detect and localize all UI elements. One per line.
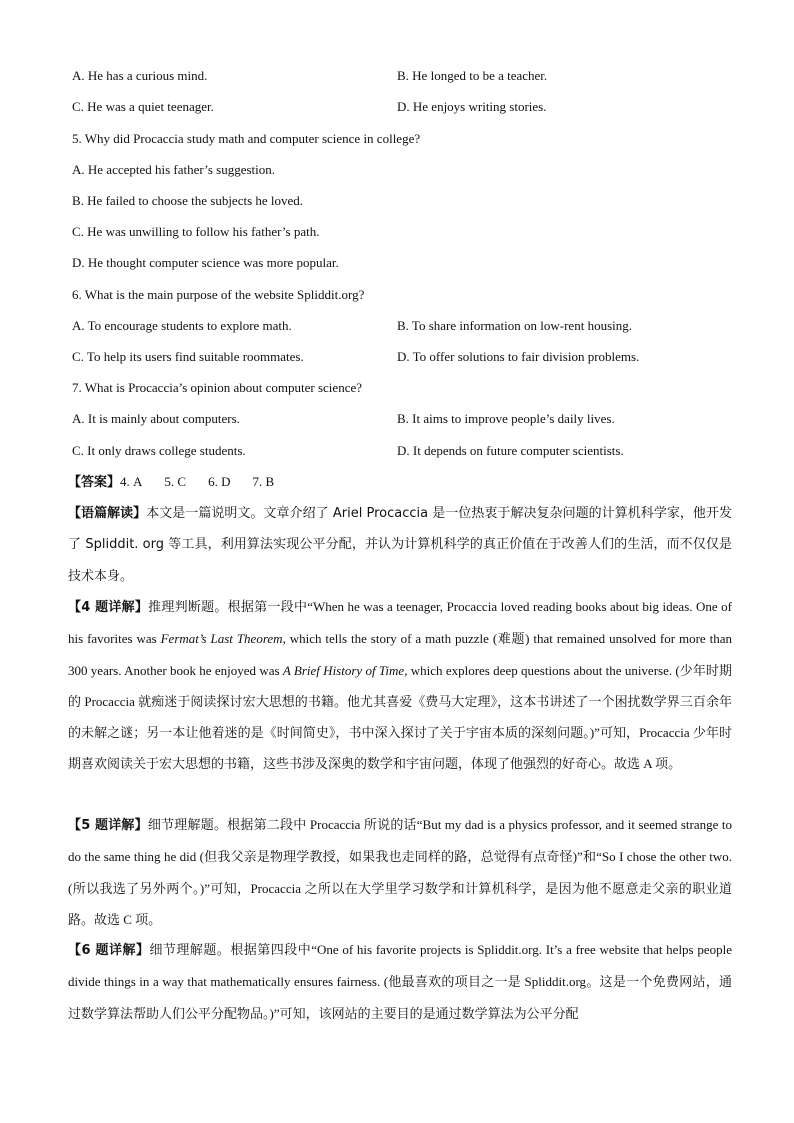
detail-q6-label: 【6 题详解】 — [68, 943, 150, 958]
q5-question: 5. Why did Procaccia study math and computer science in college? — [72, 131, 421, 146]
detail-q4-paragraph — [68, 591, 732, 780]
q7-option-d: D. It depends on future computer scientists. — [397, 443, 624, 458]
detail-q6-text: 细节理解题。根据第四段中“One of his favorite projects is Spliddit.org. It’s a free website that helps people divide things in a way that mathematically ensures fairness. (他最喜欢的项目之一是 Spliddit.org。这是一个免费网站，通过数学算法帮助人们公平分配物品。)”可知，该网站的主要目的是通过数学算法为公平分配 — [68, 942, 732, 1021]
answer-label: 【答案】 — [68, 475, 121, 490]
detail-q4-text-2: , which tells the story of a math puzzle (难题) that remained unsolved for more than 300 years. Another book he enjoyed was — [68, 631, 732, 678]
answer-item: 5. C — [164, 474, 187, 489]
q5-option-a: A. He accepted his father’s suggestion. — [72, 162, 276, 177]
summary-text: 本文是一篇说明文。文章介绍了 Ariel Procaccia 是一位热衷于解决复杂问题的计算机科学家，他开发了 Spliddit. org 等工具，利用算法实现公平分配，并认为计算机科学的真正价值在于改善人们的生活，而不仅仅是技术本身。 — [68, 506, 732, 584]
q5-option-d: D. He thought computer science was more popular. — [72, 255, 339, 270]
q7-question: 7. What is Procaccia’s opinion about computer science? — [72, 380, 362, 395]
detail-q5-label: 【5 题详解】 — [68, 818, 148, 833]
summary-label: 【语篇解读】 — [68, 506, 147, 521]
q7-option-a: A. It is mainly about computers. — [72, 411, 240, 426]
detail-q5-text: 细节理解题。根据第二段中 Procaccia 所说的话“But my dad is a physics professor, and it seemed strange to do the same thing he did (但我父亲是物理学教授，如果我也走同样的路，总觉得有点奇怪)”和“So I chose the other two. (所以我选了另外两个。)”可知，Procaccia 之所以在大学里学习数学和计算机科学，是因为他不愿意走父亲的职业道路。故选 C 项。 — [68, 817, 732, 927]
q4-option-a: A. He has a curious mind. — [72, 68, 208, 83]
answer-item: 4. A — [120, 474, 143, 489]
detail-q4-text-3: , which explores deep questions about the universe. (少年时期的 Procaccia 就痴迷于阅读探讨宏大思想的书籍。他尤其喜爱《费马大定理》，这本书讲述了一个困扰数学界三百余年的未解之谜；另一本让他着迷的是《时间简史》，书中深入探讨了关于宇宙本质的深刻问题。)”可知，Procaccia 少年时期喜欢阅读关于宏大思想的书籍，这些书涉及深奥的数学和宇宙问题，体现了他强烈的好奇心。故选 A 项。 — [68, 662, 732, 772]
q7-option-c: C. It only draws college students. — [72, 443, 246, 458]
summary-paragraph — [68, 498, 732, 592]
book-title-brief-history: A Brief History of Time — [282, 662, 405, 678]
detail-q4-label: 【4 题详解】 — [68, 600, 149, 615]
answer-item: 7. B — [252, 474, 275, 489]
q4-option-b: B. He longed to be a teacher. — [397, 68, 548, 83]
answer-line — [68, 473, 274, 492]
q6-option-c: C. To help its users find suitable roommates. — [72, 349, 304, 364]
answer-item: 6. D — [208, 474, 231, 489]
detail-q5-paragraph — [68, 809, 732, 935]
q6-option-b: B. To share information on low-rent housing. — [397, 318, 632, 333]
q4-option-c: C. He was a quiet teenager. — [72, 99, 214, 114]
q4-option-d: D. He enjoys writing stories. — [397, 99, 547, 114]
q7-option-b: B. It aims to improve people’s daily lives. — [397, 411, 615, 426]
q6-option-a: A. To encourage students to explore math. — [72, 318, 292, 333]
q6-option-d: D. To offer solutions to fair division problems. — [397, 349, 640, 364]
detail-q4-text-1: 推理判断题。根据第一段中“When he was a teenager, Procaccia loved reading books about big ideas. One of his favorites was — [68, 599, 733, 647]
detail-q6-paragraph — [68, 934, 732, 1029]
q5-option-c: C. He was unwilling to follow his father’s path. — [72, 224, 320, 239]
book-title-fermat: Fermat’s Last Theorem — [160, 631, 283, 647]
q5-option-b: B. He failed to choose the subjects he loved. — [72, 193, 304, 208]
q6-question: 6. What is the main purpose of the website Spliddit.org? — [72, 287, 365, 302]
